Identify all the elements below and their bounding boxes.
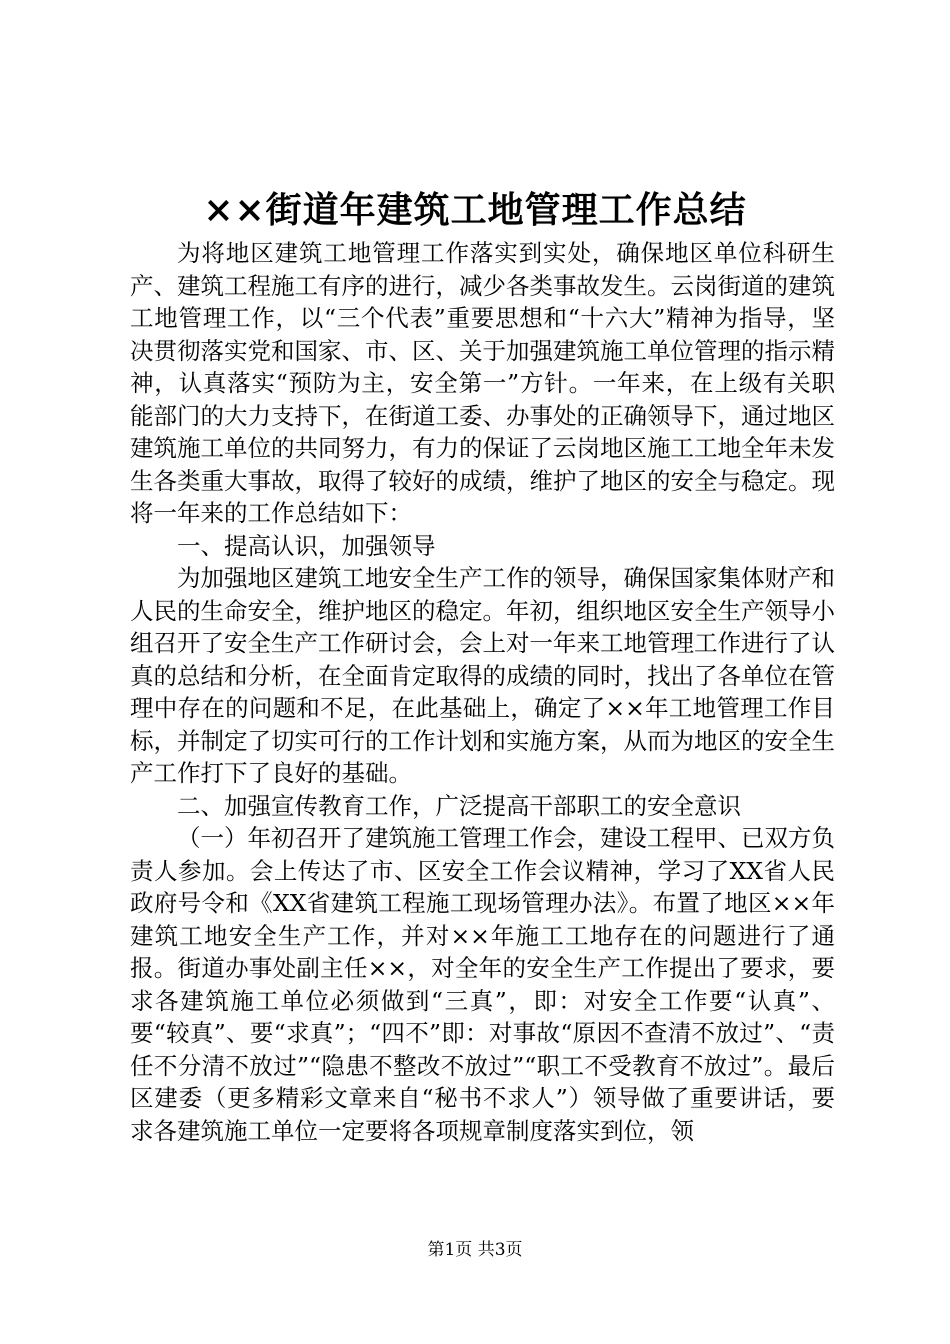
- intro-paragraph: 为将地区建筑工地管理工作落实到实处，确保地区单位科研生产、建筑工程施工有序的进行，减少各类事故发生。云岗街道的建筑工地管理工作，以“三个代表”重要思想和“十六大”精神为指导，坚决贯彻落实党和国家、市、区、关于加强建筑施工单位管理的指示精神，认真落实“预防为主，安全第一”方针。一年来，在上级有关职能部门的大力支持下，在街道工委、办事处的正确领导下，通过地区建筑施工单位的共同努力，有力的保证了云岗地区施工工地全年未发生各类重大事故，取得了较好的成绩，维护了地区的安全与稳定。现将一年来的工作总结如下：: [130, 239, 835, 527]
- section-2-paragraph: （一）年初召开了建筑施工管理工作会，建设工程甲、已双方负责人参加。会上传达了市、区安全工作会议精神，学习了XX省人民政府号令和《XX省建筑工程施工现场管理办法》。布置了地区××年建筑工地安全生产工作，并对××年施工工地存在的问题进行了通报。街道办事处副主任××，对全年的安全生产工作提出了要求，要求各建筑施工单位必须做到“三真”，即：对安全工作要“认真”、要“较真”、要“求真”；“四不”即：对事故“原因不查清不放过”、“责任不分清不放过”“隐患不整改不放过”“职工不受教育不放过”。最后区建委（更多精彩文章来自“秘书不求人”）领导做了重要讲话，要求各建筑施工单位一定要将各项规章制度落实到位，领: [130, 824, 835, 1145]
- document-body: [130, 237, 835, 1147]
- section-heading-2: 二、加强宣传教育工作，广泛提高干部职工的安全意识: [177, 791, 741, 820]
- section-heading-1: 一、提高认识，加强领导: [177, 531, 436, 560]
- document-title: ××街道年建筑工地管理工作总结: [203, 189, 747, 231]
- page-number-footer: 第1页 共3页: [427, 1240, 523, 1260]
- section-1-paragraph: 为加强地区建筑工地安全生产工作的领导，确保国家集体财产和人民的生命安全，维护地区的稳定。年初，组织地区安全生产领导小组召开了安全生产工作研讨会，会上对一年来工地管理工作进行了认真的总结和分析，在全面肯定取得的成绩的同时，找出了各单位在管理中存在的问题和不足，在此基础上，确定了××年工地管理工作目标，并制定了切实可行的工作计划和实施方案，从而为地区的安全生产工作打下了良好的基础。: [130, 564, 835, 787]
